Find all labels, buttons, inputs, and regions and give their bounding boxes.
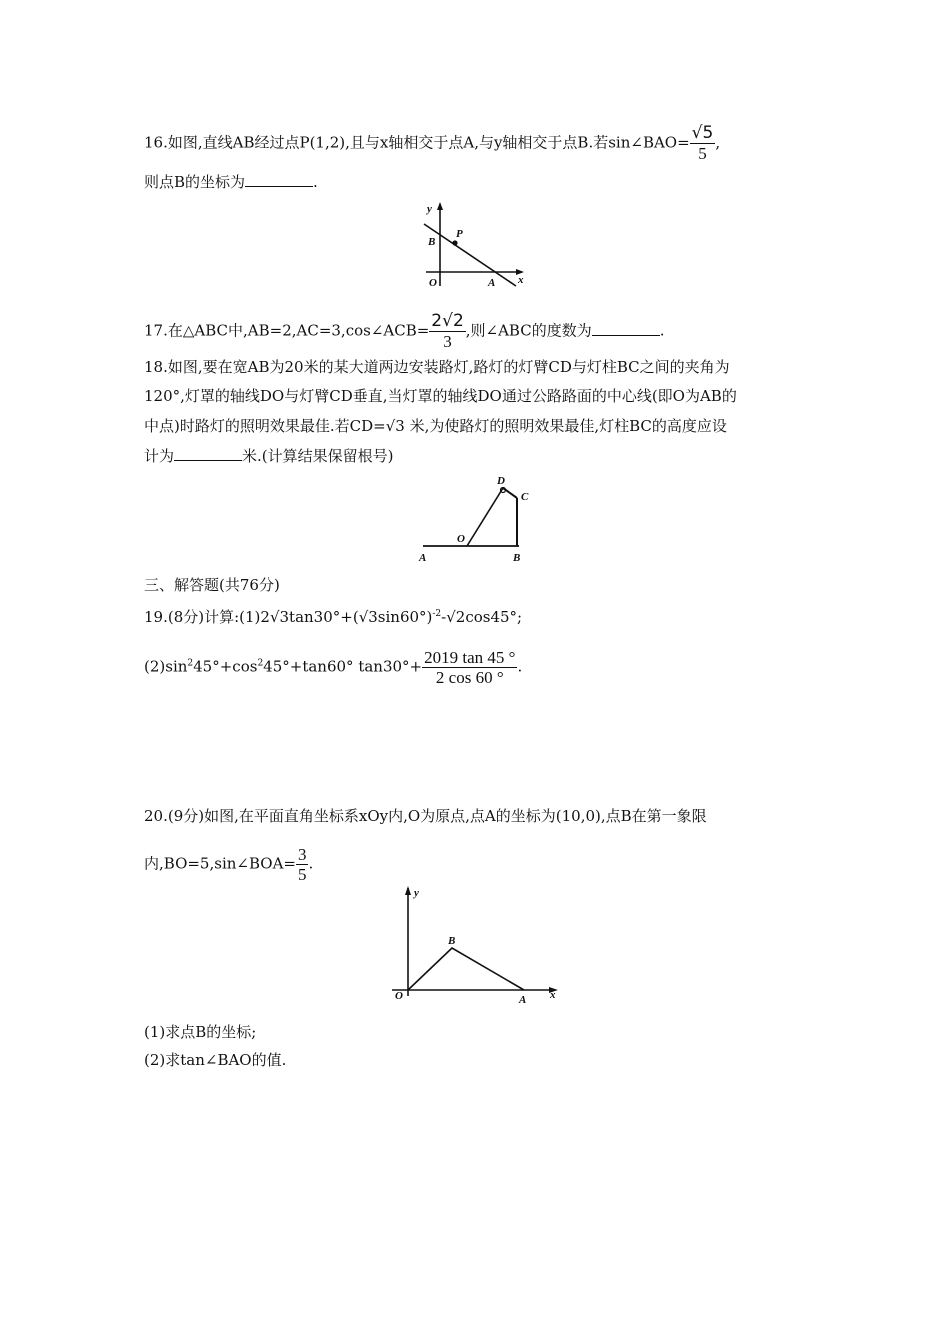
q20-line1: 20.(9分)如图,在平面直角坐标系xOy内,O为原点,点A的坐标为(10,0),点B在第一象限	[144, 807, 707, 825]
q18-figure	[415, 472, 540, 564]
q19-part2-c: 45°+tan60° tan30°+	[263, 657, 423, 676]
q20-text: 内,BO=5,sin∠BOA=	[144, 854, 296, 873]
section-title: 三、解答题(共76分)	[144, 576, 280, 594]
q16-answer-blank[interactable]	[245, 172, 313, 187]
q16-label-p: P	[456, 228, 463, 240]
q17-answer-blank[interactable]	[592, 321, 660, 336]
q18-line2: 120°,灯罩的轴线DO与灯臂CD垂直,当灯罩的轴线DO通过公路路面的中心线(即O为AB的	[144, 387, 737, 405]
q16-line2	[144, 172, 318, 192]
q20-triangle	[408, 948, 524, 990]
q19-part1-tail: -√2cos45°;	[441, 608, 523, 626]
q18-line4	[144, 446, 394, 466]
q16-fraction	[690, 124, 716, 163]
q18-label-o: O	[457, 533, 465, 545]
q18-label-b: B	[513, 552, 521, 564]
q20-sub2: (2)求tan∠BAO的值.	[144, 1051, 287, 1069]
q19-fraction	[422, 648, 517, 687]
q19-exp: -2	[432, 609, 442, 619]
q18-line1: 18.如图,要在宽AB为20米的某大道两边安装路灯,路灯的灯臂CD与灯柱BC之间的夹角为	[144, 358, 730, 376]
q16-line1	[144, 124, 720, 163]
q17-period: .	[659, 321, 665, 340]
q20-line2	[144, 845, 313, 884]
q17-frac-num: 2√2	[431, 311, 464, 331]
q17-frac-den: 3	[443, 332, 452, 351]
q20-frac-den: 5	[297, 865, 307, 884]
q18-axis-do	[467, 488, 503, 546]
q16-ask: 则点B的坐标为	[144, 173, 246, 191]
q20-y-arrow	[405, 886, 411, 895]
q19-line2	[144, 648, 522, 687]
q19-part2-b: 45°+cos	[193, 657, 258, 676]
q20-sub1: (1)求点B的坐标;	[144, 1023, 257, 1041]
q19-frac-num: 2019 tan 45 °	[424, 648, 516, 667]
q20-label-y: y	[414, 887, 419, 899]
q19-frac-den: 2 cos 60 °	[435, 668, 504, 687]
q16-label-a: A	[488, 277, 496, 289]
q17-fraction	[429, 312, 465, 351]
q18-answer-blank[interactable]	[174, 446, 242, 461]
q20-frac-num: 3	[297, 845, 307, 864]
q20-period: .	[308, 854, 314, 873]
q19-line1	[144, 604, 522, 627]
q16-point-p	[452, 240, 457, 245]
q20-fraction	[296, 845, 309, 884]
q19-sq2: 2	[257, 658, 264, 669]
q18-line4-b: 米.(计算结果保留根号)	[242, 447, 394, 465]
q19-sq1: 2	[187, 658, 194, 669]
q16-frac-den: 5	[698, 144, 707, 163]
q18-label-c: C	[521, 491, 529, 503]
q19-part1: 19.(8分)计算:(1)2√3tan30°+(√3sin60°)	[144, 608, 433, 626]
q17-line	[144, 312, 665, 351]
q18-line4-a: 计为	[144, 447, 175, 465]
q19-part2-a: (2)sin	[144, 657, 188, 676]
q20-label-x: x	[550, 989, 556, 1001]
q20-label-o: O	[395, 990, 403, 1002]
q20-figure	[388, 884, 568, 1004]
q16-label-y: y	[427, 203, 432, 215]
q16-label-x: x	[518, 274, 524, 286]
q18-label-d: D	[497, 475, 505, 487]
q16-figure	[420, 200, 530, 292]
q16-comma: ,	[715, 133, 721, 152]
q16-line-ab	[424, 224, 516, 286]
q18-line3: 中点)时路灯的照明效果最佳.若CD=√3 米,为使路灯的照明效果最佳,灯柱BC的高度应设	[144, 417, 727, 435]
q20-label-a: A	[519, 994, 527, 1006]
q16-text: 16.如图,直线AB经过点P(1,2),且与x轴相交于点A,与y轴相交于点B.若sin∠BAO=	[144, 133, 690, 152]
q16-label-b: B	[428, 236, 436, 248]
q18-label-a: A	[419, 552, 427, 564]
q16-label-o: O	[429, 277, 437, 289]
q19-period: .	[517, 657, 523, 676]
q17-text: 17.在△ABC中,AB=2,AC=3,cos∠ACB=	[144, 321, 430, 340]
q16-period: .	[313, 173, 318, 191]
q17-tail: ,则∠ABC的度数为	[465, 321, 592, 340]
q20-label-b: B	[448, 935, 456, 947]
q16-frac-num: √5	[691, 123, 714, 143]
q16-y-arrow	[437, 202, 443, 210]
